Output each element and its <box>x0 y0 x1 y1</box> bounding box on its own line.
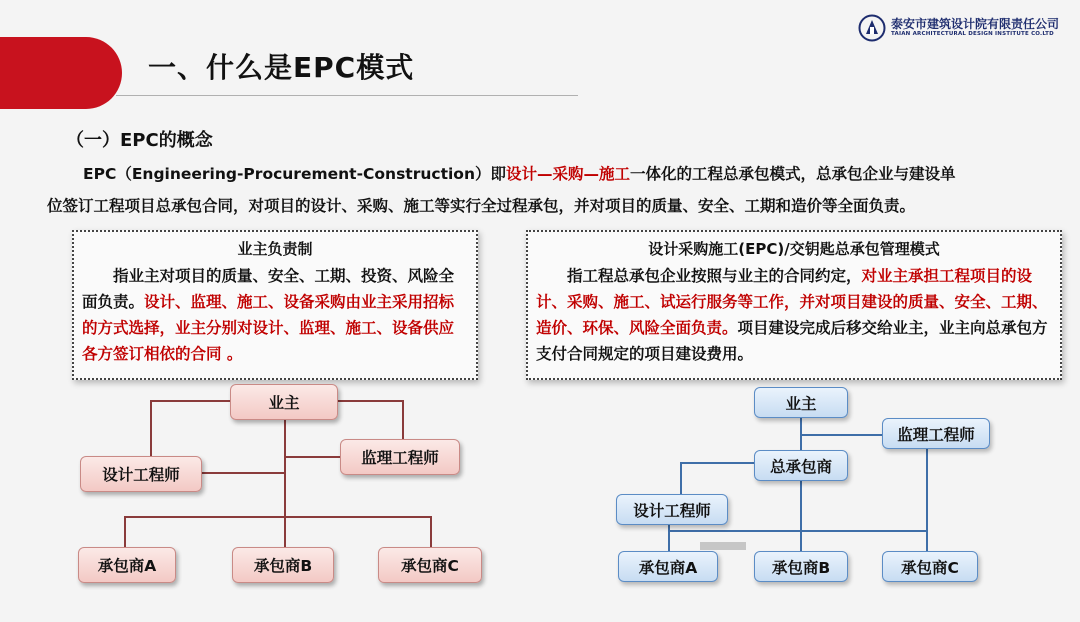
left-connector-contractor-a <box>124 516 126 548</box>
left-connector-contractor-c <box>430 516 432 548</box>
title-divider <box>116 95 578 96</box>
left-contractor-a-node: 承包商A <box>78 547 176 583</box>
left-supervisor-node: 监理工程师 <box>340 439 460 475</box>
intro-line-1 <box>83 162 956 184</box>
owner-text-plain: 指业主对项目的质量、安全、工期、投资、风险全面负责。 <box>82 267 455 311</box>
right-connector-contractor-a <box>668 525 670 551</box>
intro-highlight: 设计—采购—施工 <box>505 165 630 183</box>
section-heading: （一）EPC的概念 <box>66 130 213 151</box>
left-connector-main <box>284 420 286 516</box>
left-contractor-b-node: 承包商B <box>232 547 334 583</box>
right-contractor-a-node: 承包商A <box>618 551 718 582</box>
owner-text-red: 设计、监理、施工、设备采购由业主采用招标的方式选择，业主分别对设计、监理、施工、设备供应各方签订相依的合同 。 <box>82 293 455 363</box>
left-contractor-c-node: 承包商C <box>378 547 482 583</box>
intro-suffix: 一体化的工程总承包模式，总承包企业与建设单 <box>630 165 956 183</box>
intro-prefix: EPC（Engineering-Procurement-Construction）即 <box>83 165 506 183</box>
company-name-cn: 泰安市建筑设计院有限责任公司 <box>891 17 1060 31</box>
right-connector-gc-down <box>800 481 802 531</box>
epc-management-text <box>528 259 1060 367</box>
right-connector-contractor-b <box>800 530 802 551</box>
epc-text-plain-1: 指工程总承包企业按照与业主的合同约定， <box>567 267 862 285</box>
right-owner-node: 业主 <box>754 387 848 418</box>
left-connector-owner-right <box>338 400 402 402</box>
epc-management-box <box>526 230 1062 380</box>
left-connector-to-designer <box>202 472 286 474</box>
left-connector-contractor-bus <box>124 516 430 518</box>
company-logo-icon <box>858 14 886 42</box>
right-contractor-b-node: 承包商B <box>754 551 848 582</box>
company-name-en: TAIAN ARCHITECTURAL DESIGN INSTITUTE CO.LTD <box>891 31 1054 37</box>
right-connector-supervisor-down <box>926 449 928 531</box>
epc-text-plain-2: 项目建设完成后移交给业主，业主向总承包方支付合同规定的项目建设费用。 <box>536 319 1048 363</box>
right-connector-contractor-bus <box>668 530 928 532</box>
owner-responsibility-title: 业主负责制 <box>237 240 313 258</box>
intro-line-2: 位签订工程项目总承包合同，对项目的设计、采购、施工等实行全过程承包，并对项目的质量、安全、工期和造价等全面负责。 <box>47 197 916 215</box>
left-connector-contractor-b <box>284 516 286 548</box>
owner-responsibility-text <box>74 259 476 367</box>
epc-text-red: 对业主承担工程项目的设计、采购、施工、试运行服务等工作，并对项目建设的质量、安全、工期、造价、环保、风险全面负责。 <box>536 267 1048 337</box>
right-supervisor-node: 监理工程师 <box>882 418 990 449</box>
right-designer-node: 设计工程师 <box>616 494 728 525</box>
watermark-stamp-icon <box>700 540 746 552</box>
right-connector-designer-drop <box>680 462 682 494</box>
owner-responsibility-box <box>72 230 478 380</box>
right-general-contractor-node: 总承包商 <box>754 450 848 481</box>
left-connector-to-supervisor <box>284 456 340 458</box>
page-title: 一、什么是EPC模式 <box>148 51 415 84</box>
left-connector-owner-left <box>150 400 234 402</box>
title-accent-tab <box>0 37 122 109</box>
right-connector-to-supervisor <box>800 434 882 436</box>
right-connector-contractor-c <box>926 530 928 551</box>
right-connector-gc-left <box>680 462 756 464</box>
left-connector-supervisor-drop <box>402 400 404 440</box>
left-designer-node: 设计工程师 <box>80 456 202 492</box>
epc-management-title: 设计采购施工(EPC)/交钥匙总承包管理模式 <box>648 240 940 258</box>
left-owner-node: 业主 <box>230 384 338 420</box>
right-contractor-c-node: 承包商C <box>882 551 978 582</box>
left-connector-designer-drop <box>150 400 152 458</box>
